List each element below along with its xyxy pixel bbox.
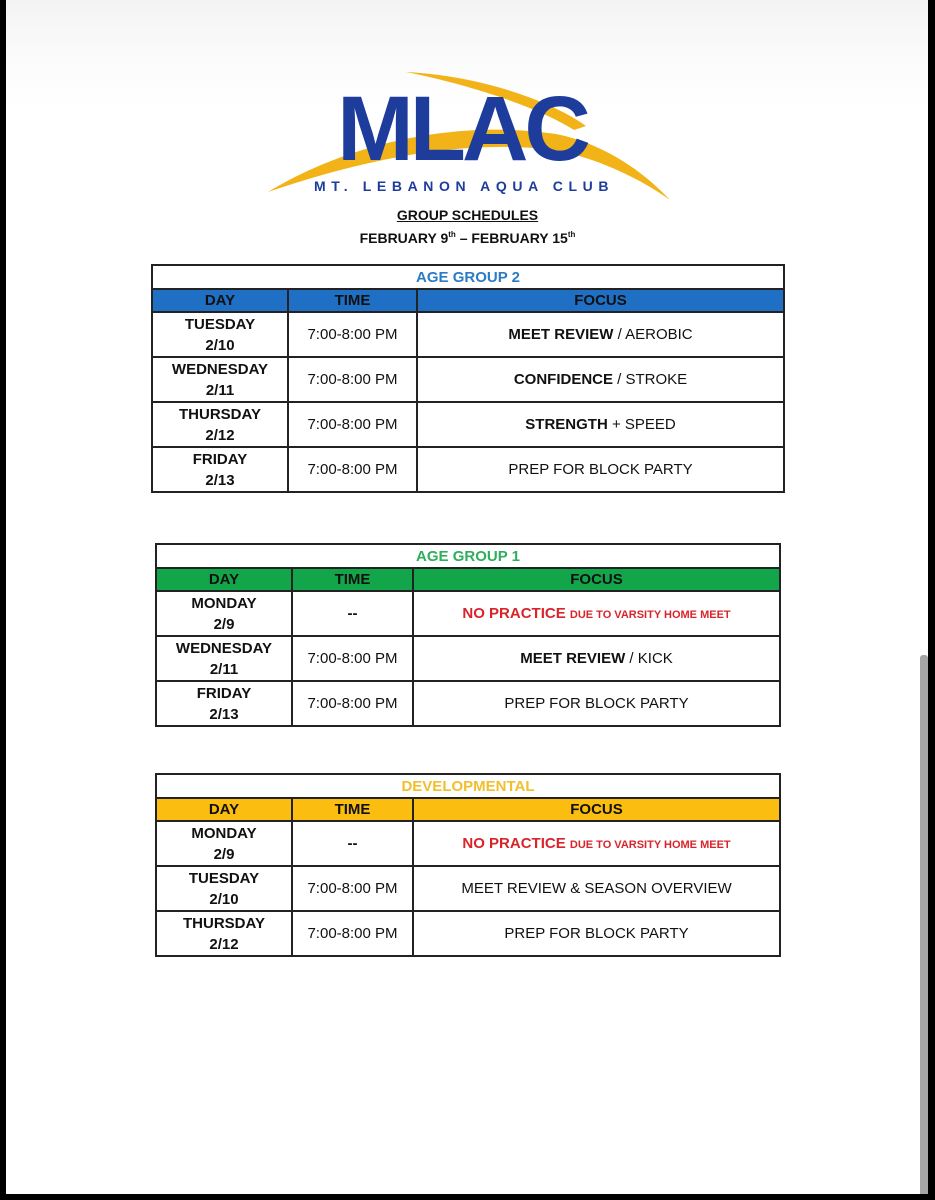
focus-secondary: PREP FOR BLOCK PARTY	[504, 925, 689, 942]
schedule-table-age-group-1	[155, 543, 781, 727]
day-cell	[156, 821, 292, 866]
schedule-title: GROUP SCHEDULES	[396, 207, 539, 223]
day-cell	[156, 911, 292, 956]
focus-cell	[413, 681, 780, 726]
day-date: 2/12	[205, 426, 235, 444]
column-header-focus: FOCUS	[413, 568, 780, 591]
day-name: THURSDAY	[183, 914, 265, 932]
day-date: 2/9	[213, 615, 235, 633]
time-cell: 7:00-8:00 PM	[292, 866, 413, 911]
focus-primary: CONFIDENCE	[513, 371, 613, 388]
focus-cell	[417, 447, 784, 492]
focus-secondary: PREP FOR BLOCK PARTY	[504, 695, 689, 712]
focus-primary: MEET REVIEW	[508, 326, 614, 343]
column-header-day: DAY	[156, 568, 292, 591]
column-header-time: TIME	[292, 798, 413, 821]
day-cell	[156, 636, 292, 681]
time-cell: 7:00-8:00 PM	[292, 911, 413, 956]
day-date: 2/10	[205, 336, 235, 354]
time-cell: --	[292, 821, 413, 866]
time-cell: 7:00-8:00 PM	[292, 636, 413, 681]
focus-cell	[417, 357, 784, 402]
table-title: AGE GROUP 2	[152, 265, 784, 289]
column-header-time: TIME	[288, 289, 417, 312]
focus-primary: MEET REVIEW	[520, 650, 626, 667]
day-name: TUESDAY	[188, 869, 260, 887]
day-date: 2/13	[209, 705, 239, 723]
time-cell: --	[292, 591, 413, 636]
table-row	[156, 821, 780, 866]
time-cell: 7:00-8:00 PM	[288, 357, 417, 402]
column-header-focus: FOCUS	[413, 798, 780, 821]
day-date: 2/9	[213, 845, 235, 863]
table-row	[156, 636, 780, 681]
day-date: 2/10	[209, 890, 239, 908]
table-row	[156, 591, 780, 636]
table-row	[152, 402, 784, 447]
focus-secondary: MEET REVIEW & SEASON OVERVIEW	[461, 880, 732, 897]
day-date: 2/12	[209, 935, 239, 953]
day-cell	[156, 591, 292, 636]
day-date: 2/13	[205, 471, 235, 489]
table-title: DEVELOPMENTAL	[156, 774, 780, 798]
no-practice-reason: DUE TO VARSITY HOME MEET	[569, 609, 731, 621]
mlac-logo	[256, 64, 676, 204]
column-header-day: DAY	[156, 798, 292, 821]
focus-secondary: / KICK	[625, 650, 673, 667]
focus-cell	[413, 821, 780, 866]
end-date-suffix: th	[567, 230, 576, 239]
no-practice-reason: DUE TO VARSITY HOME MEET	[569, 839, 731, 851]
day-cell	[152, 402, 288, 447]
focus-secondary: / AEROBIC	[613, 326, 693, 343]
time-cell: 7:00-8:00 PM	[292, 681, 413, 726]
day-cell	[156, 681, 292, 726]
column-header-focus: FOCUS	[417, 289, 784, 312]
day-name: MONDAY	[191, 824, 257, 842]
no-practice-label: NO PRACTICE	[462, 835, 566, 852]
logo-tagline: MT. LEBANON AQUA CLUB	[313, 178, 615, 194]
focus-secondary: + SPEED	[607, 416, 676, 433]
time-cell: 7:00-8:00 PM	[288, 312, 417, 357]
start-date-suffix: th	[448, 230, 456, 239]
table-row	[156, 911, 780, 956]
day-name: TUESDAY	[184, 315, 256, 333]
focus-secondary: PREP FOR BLOCK PARTY	[508, 461, 693, 478]
table-row	[156, 681, 780, 726]
schedule-dates	[0, 230, 935, 246]
day-cell	[152, 312, 288, 357]
focus-cell	[413, 636, 780, 681]
day-cell	[152, 357, 288, 402]
focus-cell	[417, 312, 784, 357]
no-practice-label: NO PRACTICE	[462, 605, 566, 622]
focus-cell	[413, 911, 780, 956]
vertical-scrollbar[interactable]	[920, 655, 928, 1194]
day-cell	[156, 866, 292, 911]
time-cell: 7:00-8:00 PM	[288, 402, 417, 447]
end-date: – FEBRUARY 15	[455, 230, 568, 246]
focus-cell	[413, 866, 780, 911]
table-row	[156, 866, 780, 911]
day-name: THURSDAY	[179, 405, 261, 423]
focus-secondary: / STROKE	[613, 371, 688, 388]
focus-cell	[417, 402, 784, 447]
schedule-table-age-group-2	[151, 264, 785, 493]
day-name: MONDAY	[191, 594, 257, 612]
day-name: WEDNESDAY	[171, 360, 269, 378]
day-name: FRIDAY	[192, 450, 248, 468]
table-row	[152, 357, 784, 402]
focus-cell	[413, 591, 780, 636]
start-date: FEBRUARY 9	[359, 230, 449, 246]
day-name: WEDNESDAY	[175, 639, 273, 657]
day-date: 2/11	[209, 660, 239, 678]
table-row	[152, 312, 784, 357]
day-name: FRIDAY	[196, 684, 252, 702]
column-header-day: DAY	[152, 289, 288, 312]
time-cell: 7:00-8:00 PM	[288, 447, 417, 492]
focus-primary: STRENGTH	[525, 416, 608, 433]
day-cell	[152, 447, 288, 492]
logo-wordmark: MLAC	[337, 78, 587, 180]
column-header-time: TIME	[292, 568, 413, 591]
table-row	[152, 447, 784, 492]
schedule-table-developmental	[155, 773, 781, 957]
table-title: AGE GROUP 1	[156, 544, 780, 568]
day-date: 2/11	[205, 381, 235, 399]
